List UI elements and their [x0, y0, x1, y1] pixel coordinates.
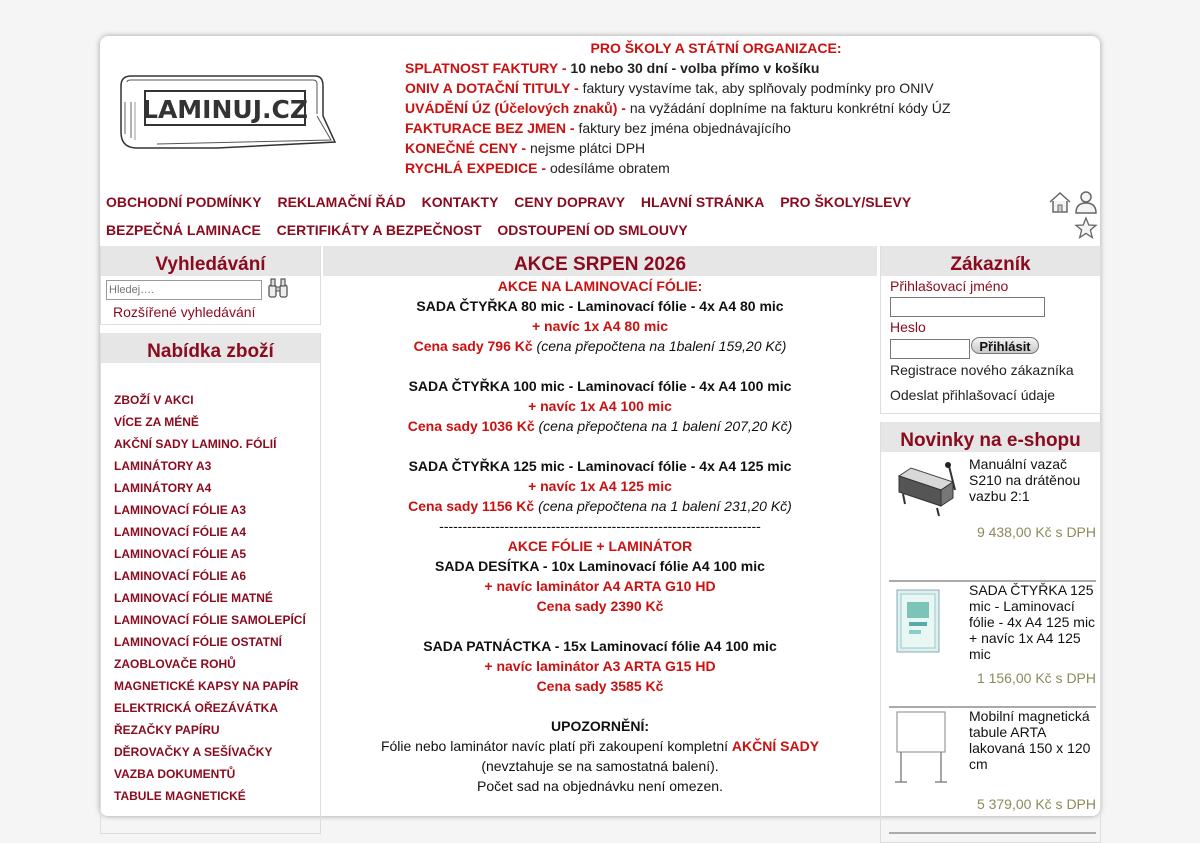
catalog-item[interactable]: LAMINOVACÍ FÓLIE A4	[114, 525, 246, 539]
info-title: PRO ŠKOLY A STÁTNÍ ORGANIZACE:	[590, 40, 842, 56]
promo-section-title: AKCE NA LAMINOVACÍ FÓLIE:	[497, 278, 703, 294]
catalog-item[interactable]: ZAOBLOVAČE ROHŮ	[114, 657, 236, 671]
promo-set-price: Cena sady 1036 Kč	[407, 418, 535, 434]
news-item-price: 1 156,00 Kč s DPH	[976, 670, 1096, 686]
main-nav	[106, 188, 966, 244]
info-value: faktury bez jména objednávajícího	[578, 120, 791, 136]
home-icon[interactable]	[1048, 190, 1072, 214]
news-item[interactable]	[889, 708, 1096, 834]
catalog-item[interactable]: LAMINOVACÍ FÓLIE A6	[114, 569, 246, 583]
promo-content	[323, 276, 877, 796]
promo-set-bonus: + navíc 1x A4 100 mic	[528, 398, 672, 414]
promo-combo-bonus: + navíc laminátor A4 ARTA G10 HD	[484, 578, 716, 594]
info-value: nejsme plátci DPH	[529, 140, 646, 156]
promo-set-note: (cena přepočtena na 1 balení 231,20 Kč)	[538, 498, 792, 514]
search-title: Vyhledávání	[101, 246, 320, 276]
star-icon[interactable]	[1074, 216, 1098, 240]
catalog-item[interactable]: LAMINÁTORY A3	[114, 459, 212, 473]
binding-machine-image	[891, 456, 961, 536]
promo-set-price-row	[323, 496, 877, 516]
news-item-name[interactable]: SADA ČTYŘKA 125 mic - Laminovací fólie - 4x A4 125 mic + navíc 1x A4 125 mic	[969, 582, 1096, 662]
news-title: Novinky na e-shopu	[881, 422, 1100, 452]
info-key: KONEČNÉ CENY -	[405, 140, 530, 156]
promo-set-price-row	[323, 416, 877, 436]
catalog-item[interactable]: AKČNÍ SADY LAMINO. FÓLIÍ	[114, 437, 277, 451]
news-item-price: 5 379,00 Kč s DPH	[976, 796, 1096, 812]
laminating-pouches-image	[891, 582, 961, 662]
promo-combo-name[interactable]: SADA DESÍTKA - 10x Laminovací fólie A4 100 mic	[435, 558, 765, 574]
info-value: faktury vystavíme tak, aby splňovaly podmínky pro ONIV	[582, 80, 934, 96]
nav-link-obchodni-podminky[interactable]: OBCHODNÍ PODMÍNKY	[106, 194, 262, 210]
binoculars-icon[interactable]	[266, 276, 290, 300]
logo-text: LAMINUJ.CZ	[142, 95, 308, 124]
promo-combo-price: Cena sady 3585 Kč	[536, 678, 664, 694]
promo-set-price: Cena sady 796 Kč	[413, 338, 533, 354]
search-box	[100, 246, 321, 325]
news-item-name[interactable]: Mobilní magnetická tabule ARTA lakovaná 150 x 120 cm	[969, 708, 1091, 772]
catalog-box	[100, 333, 321, 834]
news-box	[880, 422, 1101, 843]
promo-set-bonus: + navíc 1x A4 80 mic	[531, 318, 669, 334]
customer-title: Zákazník	[881, 246, 1100, 276]
promo-set-name[interactable]: SADA ČTYŘKA 80 mic - Laminovací fólie - 4x A4 80 mic	[416, 298, 784, 314]
search-row	[106, 280, 262, 300]
info-row	[405, 138, 1085, 158]
promo-combo-name[interactable]: SADA PATNÁCTKA - 15x Laminovací fólie A4 100 mic	[423, 638, 777, 654]
warning-line-3: Počet sad na objednávku není omezen.	[477, 778, 723, 794]
nav-link-reklamacni-rad[interactable]: REKLAMAČNÍ ŘÁD	[277, 194, 406, 210]
promo-set-note: (cena přepočtena na 1balení 159,20 Kč)	[536, 338, 787, 354]
info-row	[405, 158, 1085, 178]
info-key: RYCHLÁ EXPEDICE -	[405, 160, 550, 176]
nav-link-kontakty[interactable]: KONTAKTY	[421, 194, 499, 210]
promo-set-name[interactable]: SADA ČTYŘKA 125 mic - Laminovací fólie - 4x A4 125 mic	[408, 458, 792, 474]
whiteboard-image	[891, 708, 961, 788]
catalog-item[interactable]: TABULE MAGNETICKÉ	[114, 789, 246, 803]
password-input[interactable]	[890, 339, 970, 359]
login-button[interactable]: Přihlásit	[971, 337, 1039, 354]
info-row	[405, 98, 1085, 118]
nav-link-odstoupeni[interactable]: ODSTOUPENÍ OD SMLOUVY	[497, 222, 688, 238]
nav-link-certifikaty[interactable]: CERTIFIKÁTY A BEZPEČNOST	[276, 222, 482, 238]
info-value: na vyžádání doplníme na fakturu konkrétní kódy ÚZ	[629, 100, 951, 116]
catalog-list	[114, 389, 306, 807]
warning-line-2: (nevztahuje se na samostatná balení).	[481, 758, 719, 774]
login-label: Přihlašovací jméno	[890, 278, 1009, 294]
schools-info	[405, 38, 1085, 178]
catalog-item[interactable]: LAMINOVACÍ FÓLIE MATNÉ	[114, 591, 273, 605]
password-label: Heslo	[890, 319, 926, 335]
catalog-title: Nabídka zboží	[101, 333, 320, 363]
promo-panel	[323, 246, 877, 796]
nav-line-1	[106, 188, 966, 216]
info-value: 10 nebo 30 dní - volba přímo v košíku	[570, 60, 820, 76]
nav-link-bezpecna-laminace[interactable]: BEZPEČNÁ LAMINACE	[106, 222, 261, 238]
send-credentials-link[interactable]: Odeslat přihlašovací údaje	[890, 387, 1055, 403]
catalog-item[interactable]: ZBOŽÍ V AKCI	[114, 393, 194, 407]
login-input[interactable]	[890, 297, 1045, 317]
page-container	[100, 36, 1100, 816]
promo-separator: ---------------------------------------------------------------------	[439, 518, 761, 534]
nav-link-ceny-dopravy[interactable]: CENY DOPRAVY	[514, 194, 626, 210]
news-item-name[interactable]: Manuální vazač S210 na drátěnou vazbu 2:1	[969, 456, 1081, 504]
catalog-item[interactable]: LAMINOVACÍ FÓLIE OSTATNÍ	[114, 635, 282, 649]
catalog-item[interactable]: LAMINOVACÍ FÓLIE A3	[114, 503, 246, 517]
nav-line-2	[106, 216, 966, 244]
info-row	[405, 58, 1085, 78]
customer-box	[880, 246, 1101, 414]
catalog-item[interactable]: DĚROVAČKY A SEŠÍVAČKY	[114, 745, 273, 759]
promo-set-price: Cena sady 1156 Kč	[408, 498, 535, 514]
promo-set-price-row	[323, 336, 877, 356]
news-item-price: 9 438,00 Kč s DPH	[976, 524, 1096, 540]
promo-combo-price: Cena sady 2390 Kč	[536, 598, 664, 614]
register-link[interactable]: Registrace nového zákazníka	[890, 362, 1074, 378]
info-value: odesíláme obratem	[549, 160, 670, 176]
warning-text: Fólie nebo laminátor navíc platí při zakoupení kompletní	[380, 738, 732, 754]
promo-set-bonus: + navíc 1x A4 125 mic	[528, 478, 672, 494]
news-separator	[889, 832, 1096, 834]
info-key: UVÁDĚNÍ ÚZ (Účelových znaků) -	[405, 100, 630, 116]
promo-section-title: AKCE FÓLIE + LAMINÁTOR	[507, 538, 693, 554]
news-item[interactable]	[889, 582, 1096, 708]
info-row	[405, 78, 1085, 98]
info-row	[405, 118, 1085, 138]
promo-title: AKCE SRPEN 2026	[323, 246, 877, 276]
advanced-search-link[interactable]: Rozšířené vyhledávání	[113, 304, 256, 320]
search-input[interactable]	[106, 280, 262, 300]
catalog-item[interactable]: ŘEZAČKY PAPÍRU	[114, 723, 220, 737]
nav-icons	[1044, 188, 1098, 242]
news-item[interactable]	[889, 456, 1096, 582]
site-logo[interactable]	[117, 72, 337, 150]
info-key: SPLATNOST FAKTURY -	[405, 60, 571, 76]
laminator-logo-icon	[117, 72, 337, 150]
warning-line-1	[323, 736, 877, 756]
akcni-sady-link[interactable]: AKČNÍ SADY	[731, 738, 820, 754]
catalog-item[interactable]: ELEKTRICKÁ OŘEZÁVÁTKA	[114, 701, 278, 715]
promo-set-name[interactable]: SADA ČTYŘKA 100 mic - Laminovací fólie - 4x A4 100 mic	[408, 378, 792, 394]
info-key: FAKTURACE BEZ JMEN -	[405, 120, 579, 136]
nav-link-pro-skoly[interactable]: PRO ŠKOLY/SLEVY	[780, 194, 912, 210]
user-icon[interactable]	[1074, 190, 1098, 214]
catalog-item[interactable]: LAMINOVACÍ FÓLIE SAMOLEPÍCÍ	[114, 613, 306, 627]
warning-title: UPOZORNĚNÍ:	[551, 718, 649, 734]
promo-combo-bonus: + navíc laminátor A3 ARTA G15 HD	[484, 658, 716, 674]
catalog-item[interactable]: MAGNETICKÉ KAPSY NA PAPÍR	[114, 679, 299, 693]
nav-link-hlavni-stranka[interactable]: HLAVNÍ STRÁNKA	[640, 194, 765, 210]
promo-set-note: (cena přepočtena na 1 balení 207,20 Kč)	[538, 418, 793, 434]
catalog-item[interactable]: LAMINÁTORY A4	[114, 481, 212, 495]
catalog-item[interactable]: VAZBA DOKUMENTŮ	[114, 767, 236, 781]
catalog-item[interactable]: VÍCE ZA MÉNĚ	[114, 415, 199, 429]
catalog-item[interactable]: LAMINOVACÍ FÓLIE A5	[114, 547, 246, 561]
info-key: ONIV A DOTAČNÍ TITULY -	[405, 80, 583, 96]
